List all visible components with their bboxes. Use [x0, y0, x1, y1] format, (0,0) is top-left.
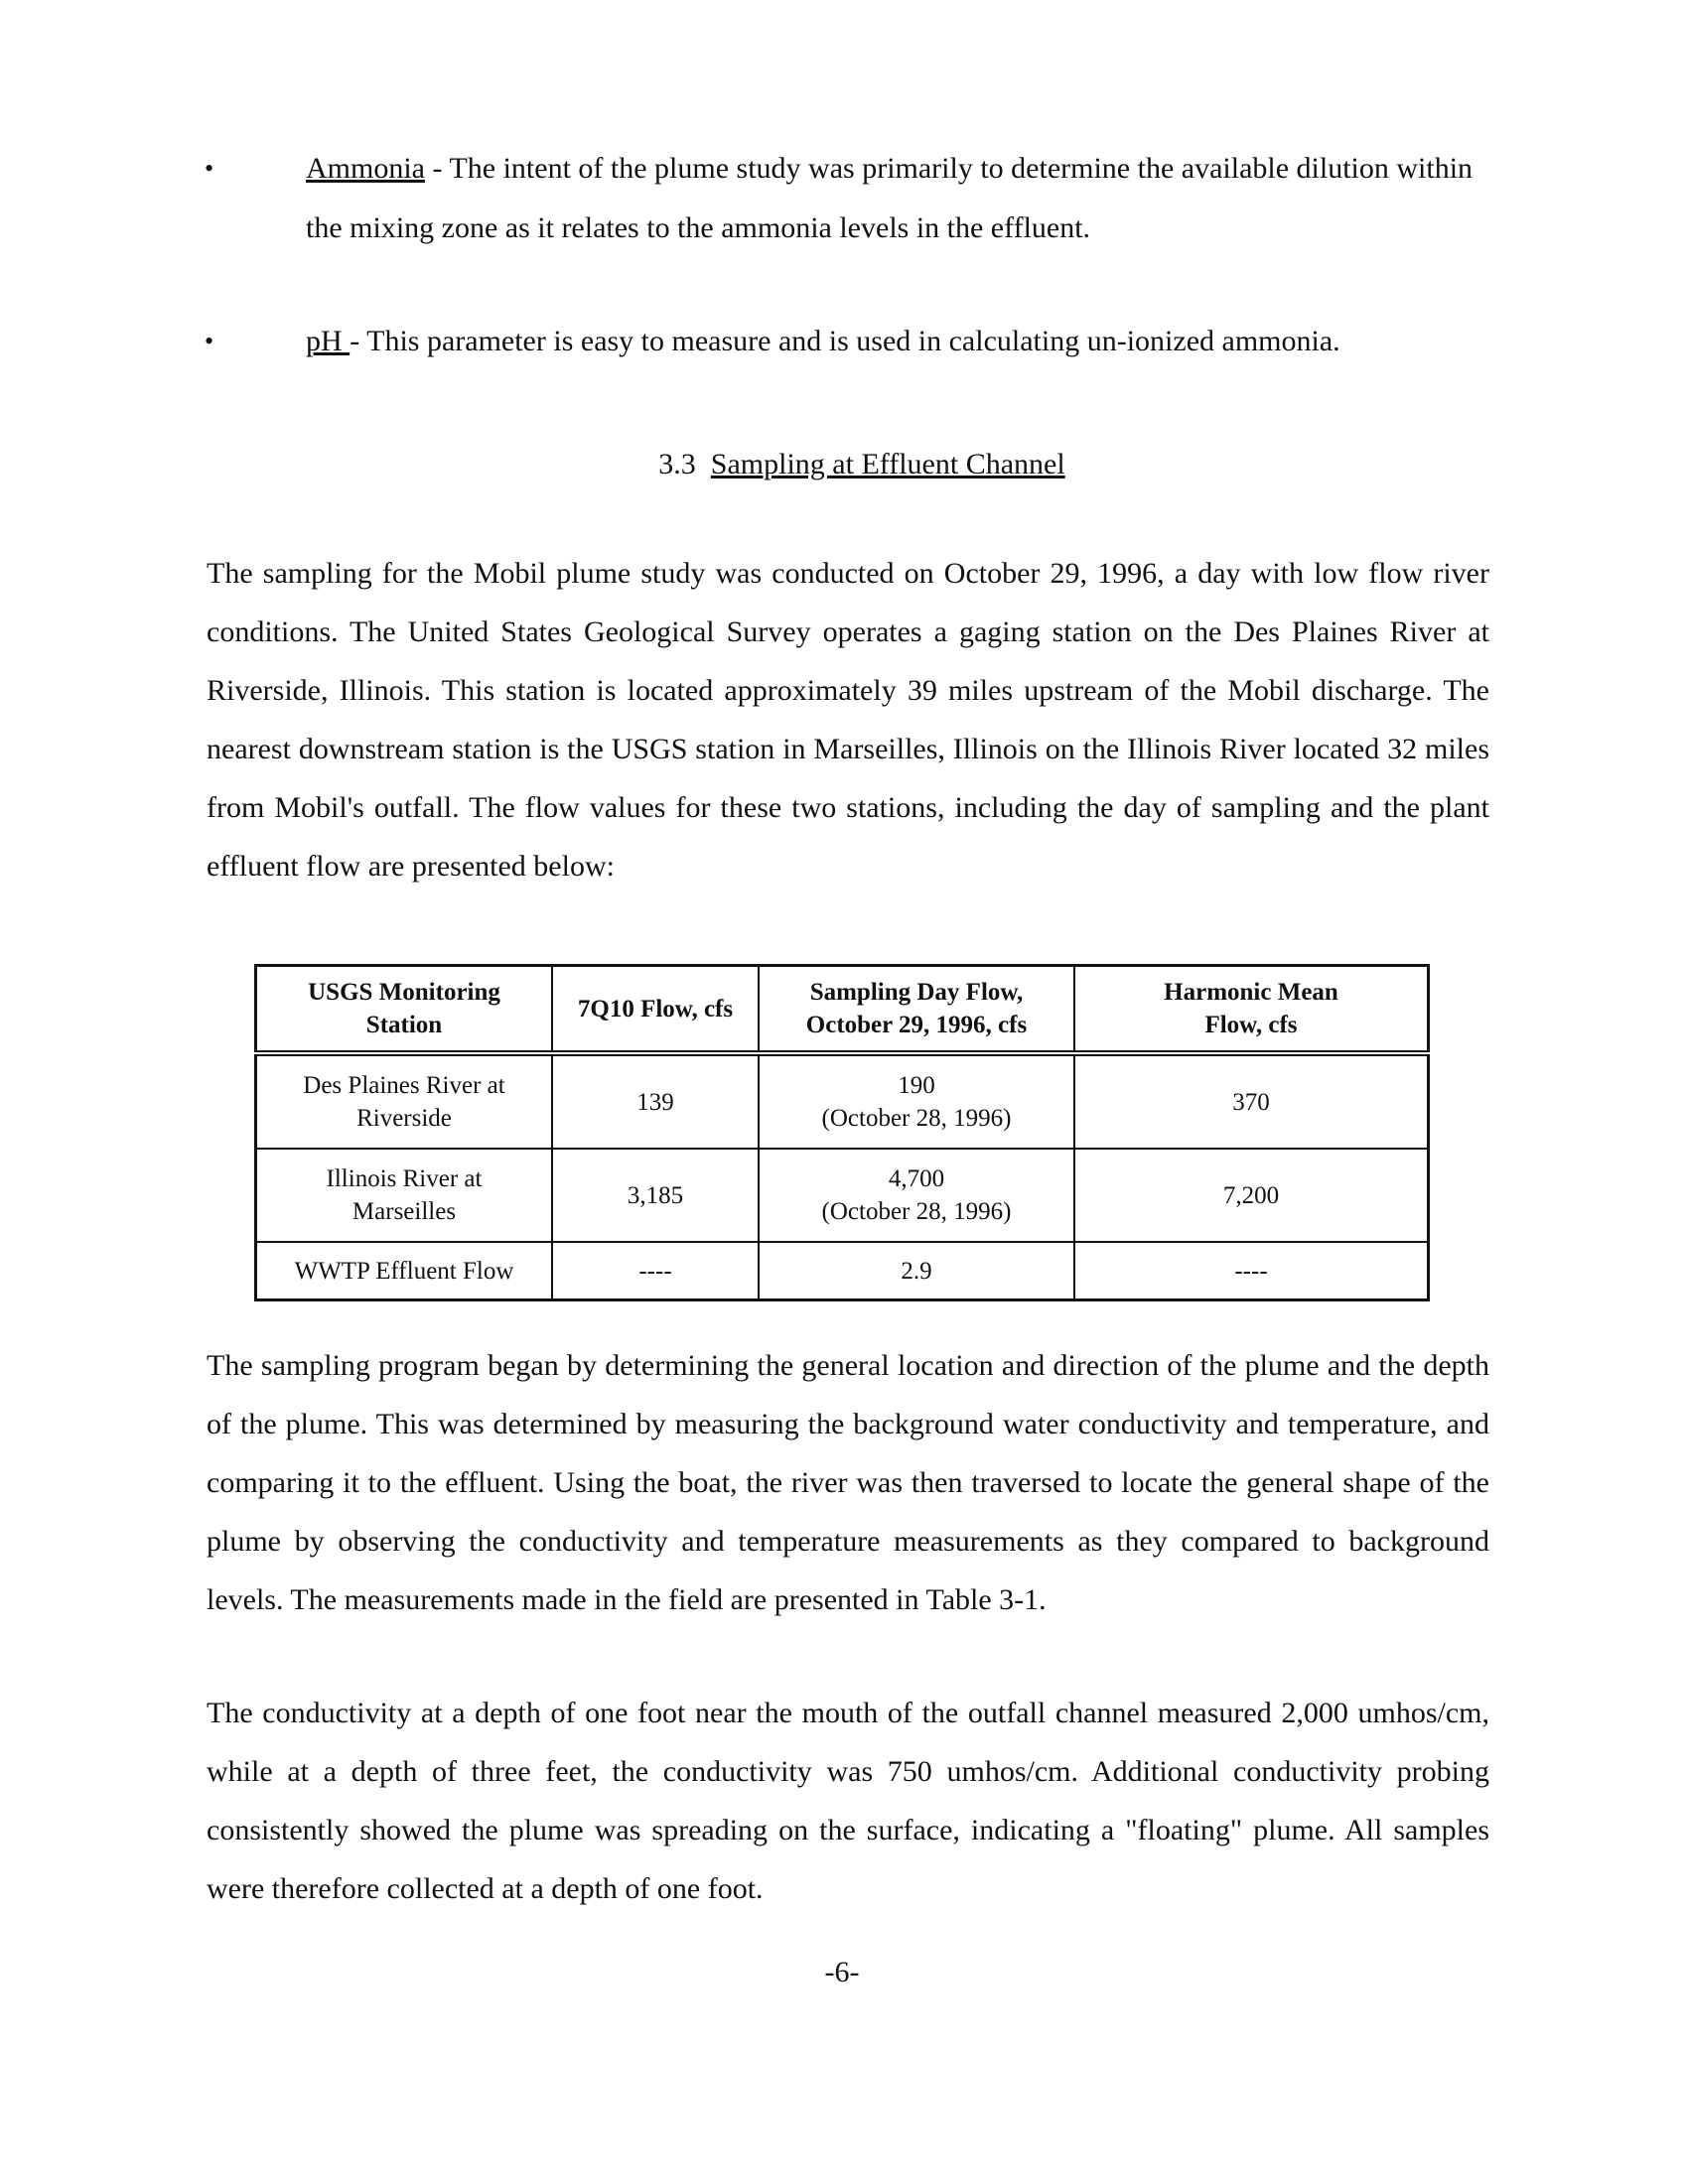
paragraph-sampling-program: The sampling program began by determining the general location and direction of the plume and the depth of the plume. This was determined by measuring the background water conductivity and temperature, and comparing it to the effluent. Using the boat, the river was then traversed to locate the general shape of the plume by observing the conductivity and temperature measurements as they compared to background levels. The measurements made in the field are presented in Table 3-1. [207, 1349, 1489, 1616]
section-number: 3.3 [658, 448, 696, 480]
cell-7q10: 3,185 [552, 1149, 759, 1242]
bullet-description: - This parameter is easy to measure and is used in calculating un-ionized ammonia. [350, 325, 1340, 357]
bullet-term: pH [306, 325, 351, 357]
paragraph-sampling-intro: The sampling for the Mobil plume study was conducted on October 29, 1996, a day with low flow river conditions. The United States Geological Survey operates a gaging station on the Des Plaines River at Riverside, Illinois. This station is located approximately 39 miles upstream of the Mobil discharge. The nearest downstream station is the USGS station in Marseilles, Illinois on the Illinois River located 32 miles from Mobil's outfall. The flow values for these two stations, including the day of sampling and the plant effluent flow are presented below: [207, 557, 1489, 883]
bullet-text [306, 139, 1487, 258]
table-row [256, 1053, 1429, 1149]
bullet-term: Ammonia [306, 152, 425, 185]
cell-7q10: ---- [552, 1242, 759, 1300]
header-7q10: 7Q10 Flow, cfs [552, 966, 759, 1054]
bullet-dot: • [205, 154, 214, 183]
bullet-text [306, 312, 1487, 371]
cell-sampling-day: 190 (October 28, 1996) [759, 1053, 1074, 1149]
cell-harmonic-mean: ---- [1074, 1242, 1429, 1300]
section-title: Sampling at Effluent Channel [710, 448, 1065, 480]
cell-7q10: 139 [552, 1053, 759, 1149]
header-sampling-day: Sampling Day Flow, October 29, 1996, cfs [759, 966, 1074, 1054]
paragraph-conductivity: The conductivity at a depth of one foot near the mouth of the outfall channel measured 2,000 umhos/cm, while at a depth of three feet, the conductivity was 750 umhos/cm. Additional conductivity probing consistently showed the plume was spreading on the surface, indicating a "floating" plume. All samples were therefore collected at a depth of one foot. [207, 1697, 1489, 1905]
table-header-row [256, 966, 1429, 1054]
table-row [256, 1242, 1429, 1300]
cell-station: Des Plaines River at Riverside [256, 1053, 553, 1149]
bullet-description: - The intent of the plume study was primarily to determine the available dilution within the mixing zone as it relates to the ammonia levels in the effluent. [306, 152, 1474, 244]
page-number: -6- [824, 1956, 860, 1988]
header-station: USGS Monitoring Station [256, 966, 553, 1054]
section-heading [0, 435, 1684, 494]
table-row [256, 1149, 1429, 1242]
flow-table [254, 964, 1430, 1301]
bullet-dot: • [205, 327, 214, 355]
header-harmonic-mean: Harmonic Mean Flow, cfs [1074, 966, 1429, 1054]
cell-harmonic-mean: 7,200 [1074, 1149, 1429, 1242]
cell-harmonic-mean: 370 [1074, 1053, 1429, 1149]
cell-station: WWTP Effluent Flow [256, 1242, 553, 1300]
cell-sampling-day: 2.9 [759, 1242, 1074, 1300]
cell-station: Illinois River at Marseilles [256, 1149, 553, 1242]
cell-sampling-day: 4,700 (October 28, 1996) [759, 1149, 1074, 1242]
